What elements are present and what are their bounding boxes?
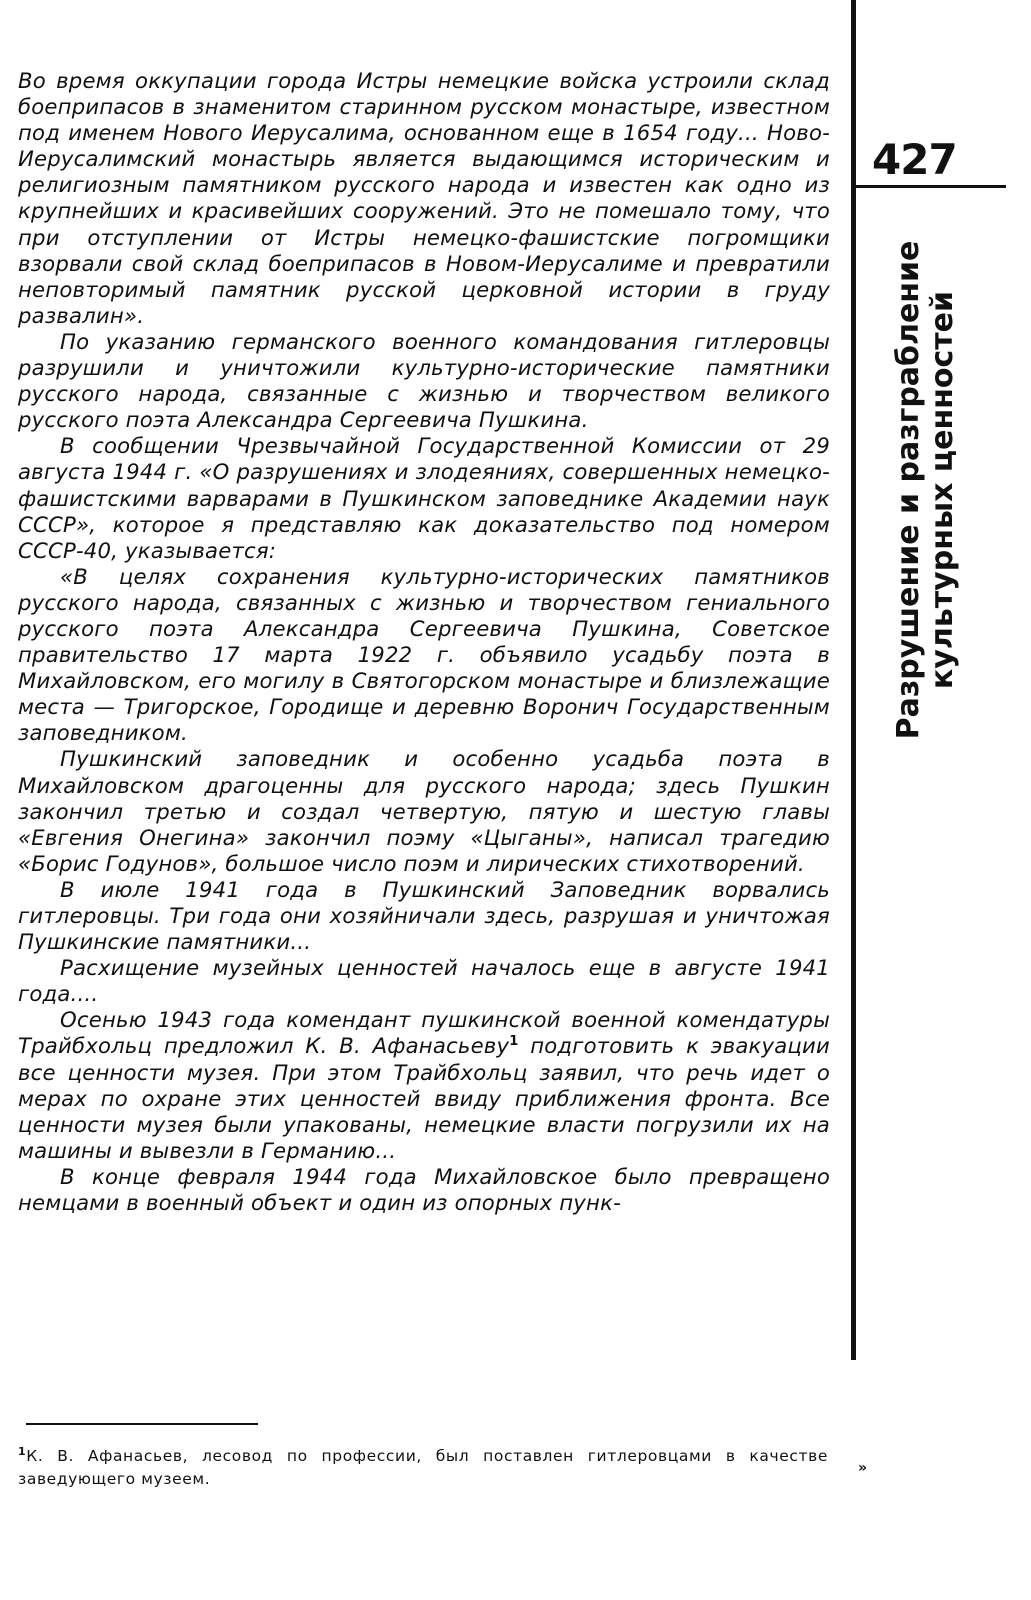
page-number: 427	[872, 135, 957, 184]
footnote-text: К. В. Афанасьев, лесовод по профессии, был поставлен гитлеровцами в качестве заведующего музеем.	[18, 1447, 828, 1489]
paragraph-9: В конце февраля 1944 года Михайловское было превращено немцами в военный объект и один из опорных пунк-	[18, 1163, 830, 1216]
paragraph-8-end: подготовить к эвакуации все ценности музея. При этом Трайбхольц заявил, что речь идет о мерах по охране этих ценностей ввиду приближения фронта. Все ценности музея были упакованы, немецкие власти погрузили их на машины и вывезли в Германию...	[18, 1033, 830, 1163]
footnote-marker: 1	[18, 1445, 27, 1458]
stray-print-mark: »	[858, 1460, 868, 1476]
page-number-rule	[856, 185, 1006, 188]
paragraph-2: По указанию германского военного командования гитлеровцы разрушили и уничтожили культурно-исторические памятники русского народа, связанные с жизнью и творчеством великого русского поэта Александра Сергеевича Пушкина.	[18, 328, 830, 433]
running-head-line-1: Разрушение и разграбление	[891, 240, 926, 740]
running-head-rotated	[892, 241, 960, 740]
footnote-reference: 1	[509, 1034, 519, 1050]
main-text-column	[18, 68, 830, 1216]
paragraph-5: Пушкинский заповедник и особенно усадьба поэта в Михайловском драгоценны для русского народа; здесь Пушкин закончил третью и создал четвертую, пятую и шестую главы «Евгения Онегина» закончил поэму «Цыганы», написал трагедию «Борис Годунов», большое число поэм и лирических стихотворений.	[18, 746, 830, 876]
paragraph-8-start: Осенью 1943 года комендант пушкинской военной комендатуры Трайбхольц предложил К. В. Афанасьеву	[18, 1007, 830, 1059]
paragraph-8	[18, 1007, 830, 1164]
paragraph-7: Расхищение музейных ценностей началось еще в августе 1941 года....	[18, 955, 830, 1007]
running-head-line-2: культурных ценностей	[925, 290, 960, 690]
paragraph-1: Во время оккупации города Истры немецкие войска устроили склад боеприпасов в знаменитом старинном русском монастыре, известном под именем Нового Иерусалима, основанном еще в 1654 году... Ново-Иерусалимский монастырь является выдающимся историческим и религиозным памятником русского народа и известен как одно из крупнейших и красивейших сооружений. Это не помешало тому, что при отступлении от Истры немецко-фашистские погромщики взорвали свой склад боеприпасов в Новом-Иерусалиме и превратили неповторимый памятник русской церковной истории в груду развалин».	[18, 68, 830, 328]
paragraph-6: В июле 1941 года в Пушкинский Заповедник ворвались гитлеровцы. Три года они хозяйничали здесь, разрушая и уничтожая Пушкинские памятники...	[18, 876, 830, 955]
margin-vertical-rule	[851, 0, 856, 1360]
paragraph-4: «В целях сохранения культурно-исторических памятников русского народа, связанных с жизнью и творчеством гениального русского поэта Александра Сергеевича Пушкина, Советское правительство 17 марта 1922 г. объявило усадьбу поэта в Михайловском, его могилу в Святогорском монастыре и близлежащие места — Тригорское, Городище и деревню Воронич Государственным заповедником.	[18, 563, 830, 746]
footnote-separator	[26, 1423, 258, 1425]
paragraph-3: В сообщении Чрезвычайной Государственной Комиссии от 29 августа 1944 г. «О разрушениях и злодеяниях, совершенных немецко-фашистскими варварами в Пушкинском заповеднике Академии наук СССР», которое я представляю как доказательство под номером СССР-40, указывается:	[18, 433, 830, 563]
footnote	[18, 1440, 828, 1491]
